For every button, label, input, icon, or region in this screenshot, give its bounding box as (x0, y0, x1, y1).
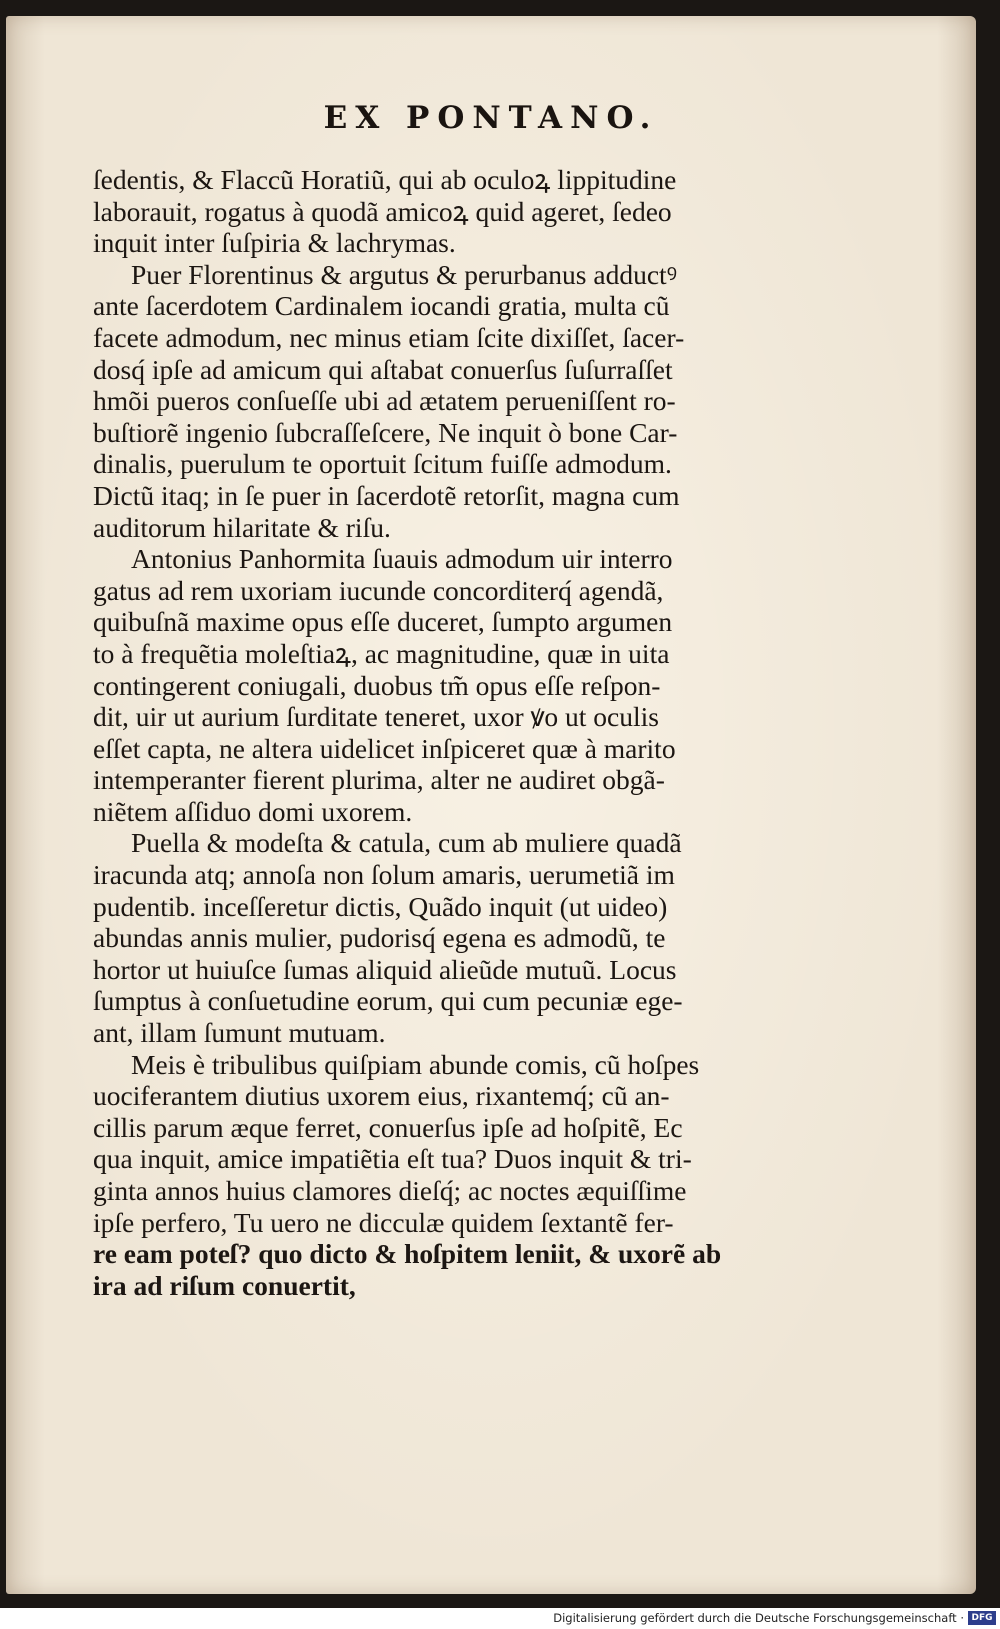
text-line: iracunda atq; annoſa non ſolum amaris, uerumetiã im (93, 859, 675, 891)
text-line: niẽtem aſſiduo domi uxorem. (93, 795, 413, 827)
paragraph-start-line: Puella & modeſta & catula, cum ab muliere quadã (131, 827, 682, 859)
text-line: cillis parum æque ferret, conuerſus ipſe ad hoſpitẽ, Ec (93, 1111, 683, 1143)
text-line: hortor ut huiuſce ſumas aliquid alieũde mutuũ. Locus (93, 953, 677, 985)
funding-credit: Digitalisierung gefördert durch die Deutsche Forschungsgemeinschaft · (553, 1611, 964, 1625)
text-line: quibuſnã maxime opus eſſe duceret, ſumpto argumen (93, 606, 673, 638)
paragraph-start-line: Antonius Panhormita ſuauis admodum uir interro (131, 543, 673, 575)
text-line: ira ad riſum conuertit, (93, 1269, 356, 1301)
text-line: gatus ad rem uxoriam iucunde concorditerq́ agendã, (93, 574, 664, 606)
text-line: auditorum hilaritate & riſu. (93, 511, 391, 543)
text-line: contingerent coniugali, duobus tm̃ opus eſſe reſpon- (93, 669, 661, 701)
text-line: ginta annos huius clamores dieſq́; ac noctes æquiſſime (93, 1175, 687, 1206)
text-line: facete admodum, nec minus etiam ſcite dixiſſet, ſacer- (93, 321, 685, 353)
text-line: qua inquit, amice impatiẽtia eſt tua? Duos inquit & tri- (93, 1143, 692, 1175)
text-line: abundas annis mulier, pudorisq́ egena es admodũ, te (93, 922, 666, 954)
footer-bar (0, 1608, 1000, 1629)
text-line: ante ſacerdotem Cardinalem iocandi gratia, multa cũ (93, 290, 670, 322)
text-line: uociferantem diutius uxorem eius, rixantemq́; cũ an- (93, 1080, 670, 1112)
text-line: ant, illam ſumunt mutuam. (93, 1017, 386, 1049)
text-line: intemperanter fierent plurima, alter ne audiret obgã- (93, 764, 665, 796)
book-page (6, 16, 976, 1594)
body-text (93, 164, 803, 1301)
text-line: Dictũ itaq; in ſe puer in ſacerdotẽ retorſit, magna cum (93, 479, 680, 511)
text-line: ipſe perfero, Tu uero ne dicculæ quidem ſextantẽ fer- (93, 1206, 674, 1238)
text-line: re eam poteſ? quo dicto & hoſpitem leniit, & uxorẽ ab (93, 1238, 722, 1270)
text-line: hmõi pueros conſueſſe ubi ad ætatem perueniſſent ro- (93, 385, 676, 417)
text-line: dinalis, puerulum te oportuit ſcitum fuiſſe admodum. (93, 448, 672, 480)
text-line: ſumptus à conſuetudine eorum, qui cum pecuniæ ege- (93, 985, 683, 1017)
running-head: EX PONTANO. (323, 100, 659, 136)
text-line: to à frequẽtia moleſtiaꝝ, ac magnitudine, quæ in uita (93, 637, 670, 669)
dfg-logo: DFG (968, 1611, 996, 1625)
text-line: laborauit, rogatus à quodã amicoꝝ quid ageret, ſedeo (93, 195, 672, 227)
text-line: inquit inter ſuſpiria & lachrymas. (93, 227, 456, 259)
text-line: dit, uir ut aurium ſurditate teneret, uxor ꝟo ut oculis (93, 701, 659, 733)
text-line: buſtiorẽ ingenio ſubcraſſeſcere, Ne inquit ò bone Car- (93, 416, 678, 448)
text-line: ſedentis, & Flaccũ Horatiũ, qui ab oculoꝝ lippitudine (93, 164, 677, 195)
text-line: pudentib. inceſſeretur dictis, Quãdo inquit (ut uideo) (93, 890, 668, 922)
paragraph-start-line: Puer Florentinus & argutus & perurbanus adductꝰ (131, 258, 678, 290)
paragraph-start-line: Meis è tribulibus quiſpiam abunde comis, cũ hoſpes (131, 1048, 700, 1080)
text-line: eſſet capta, ne altera uidelicet inſpiceret quæ à marito (93, 732, 676, 764)
text-line: dosq́ ipſe ad amicum qui aſtabat conuerſus ſuſurraſſet (93, 353, 673, 385)
